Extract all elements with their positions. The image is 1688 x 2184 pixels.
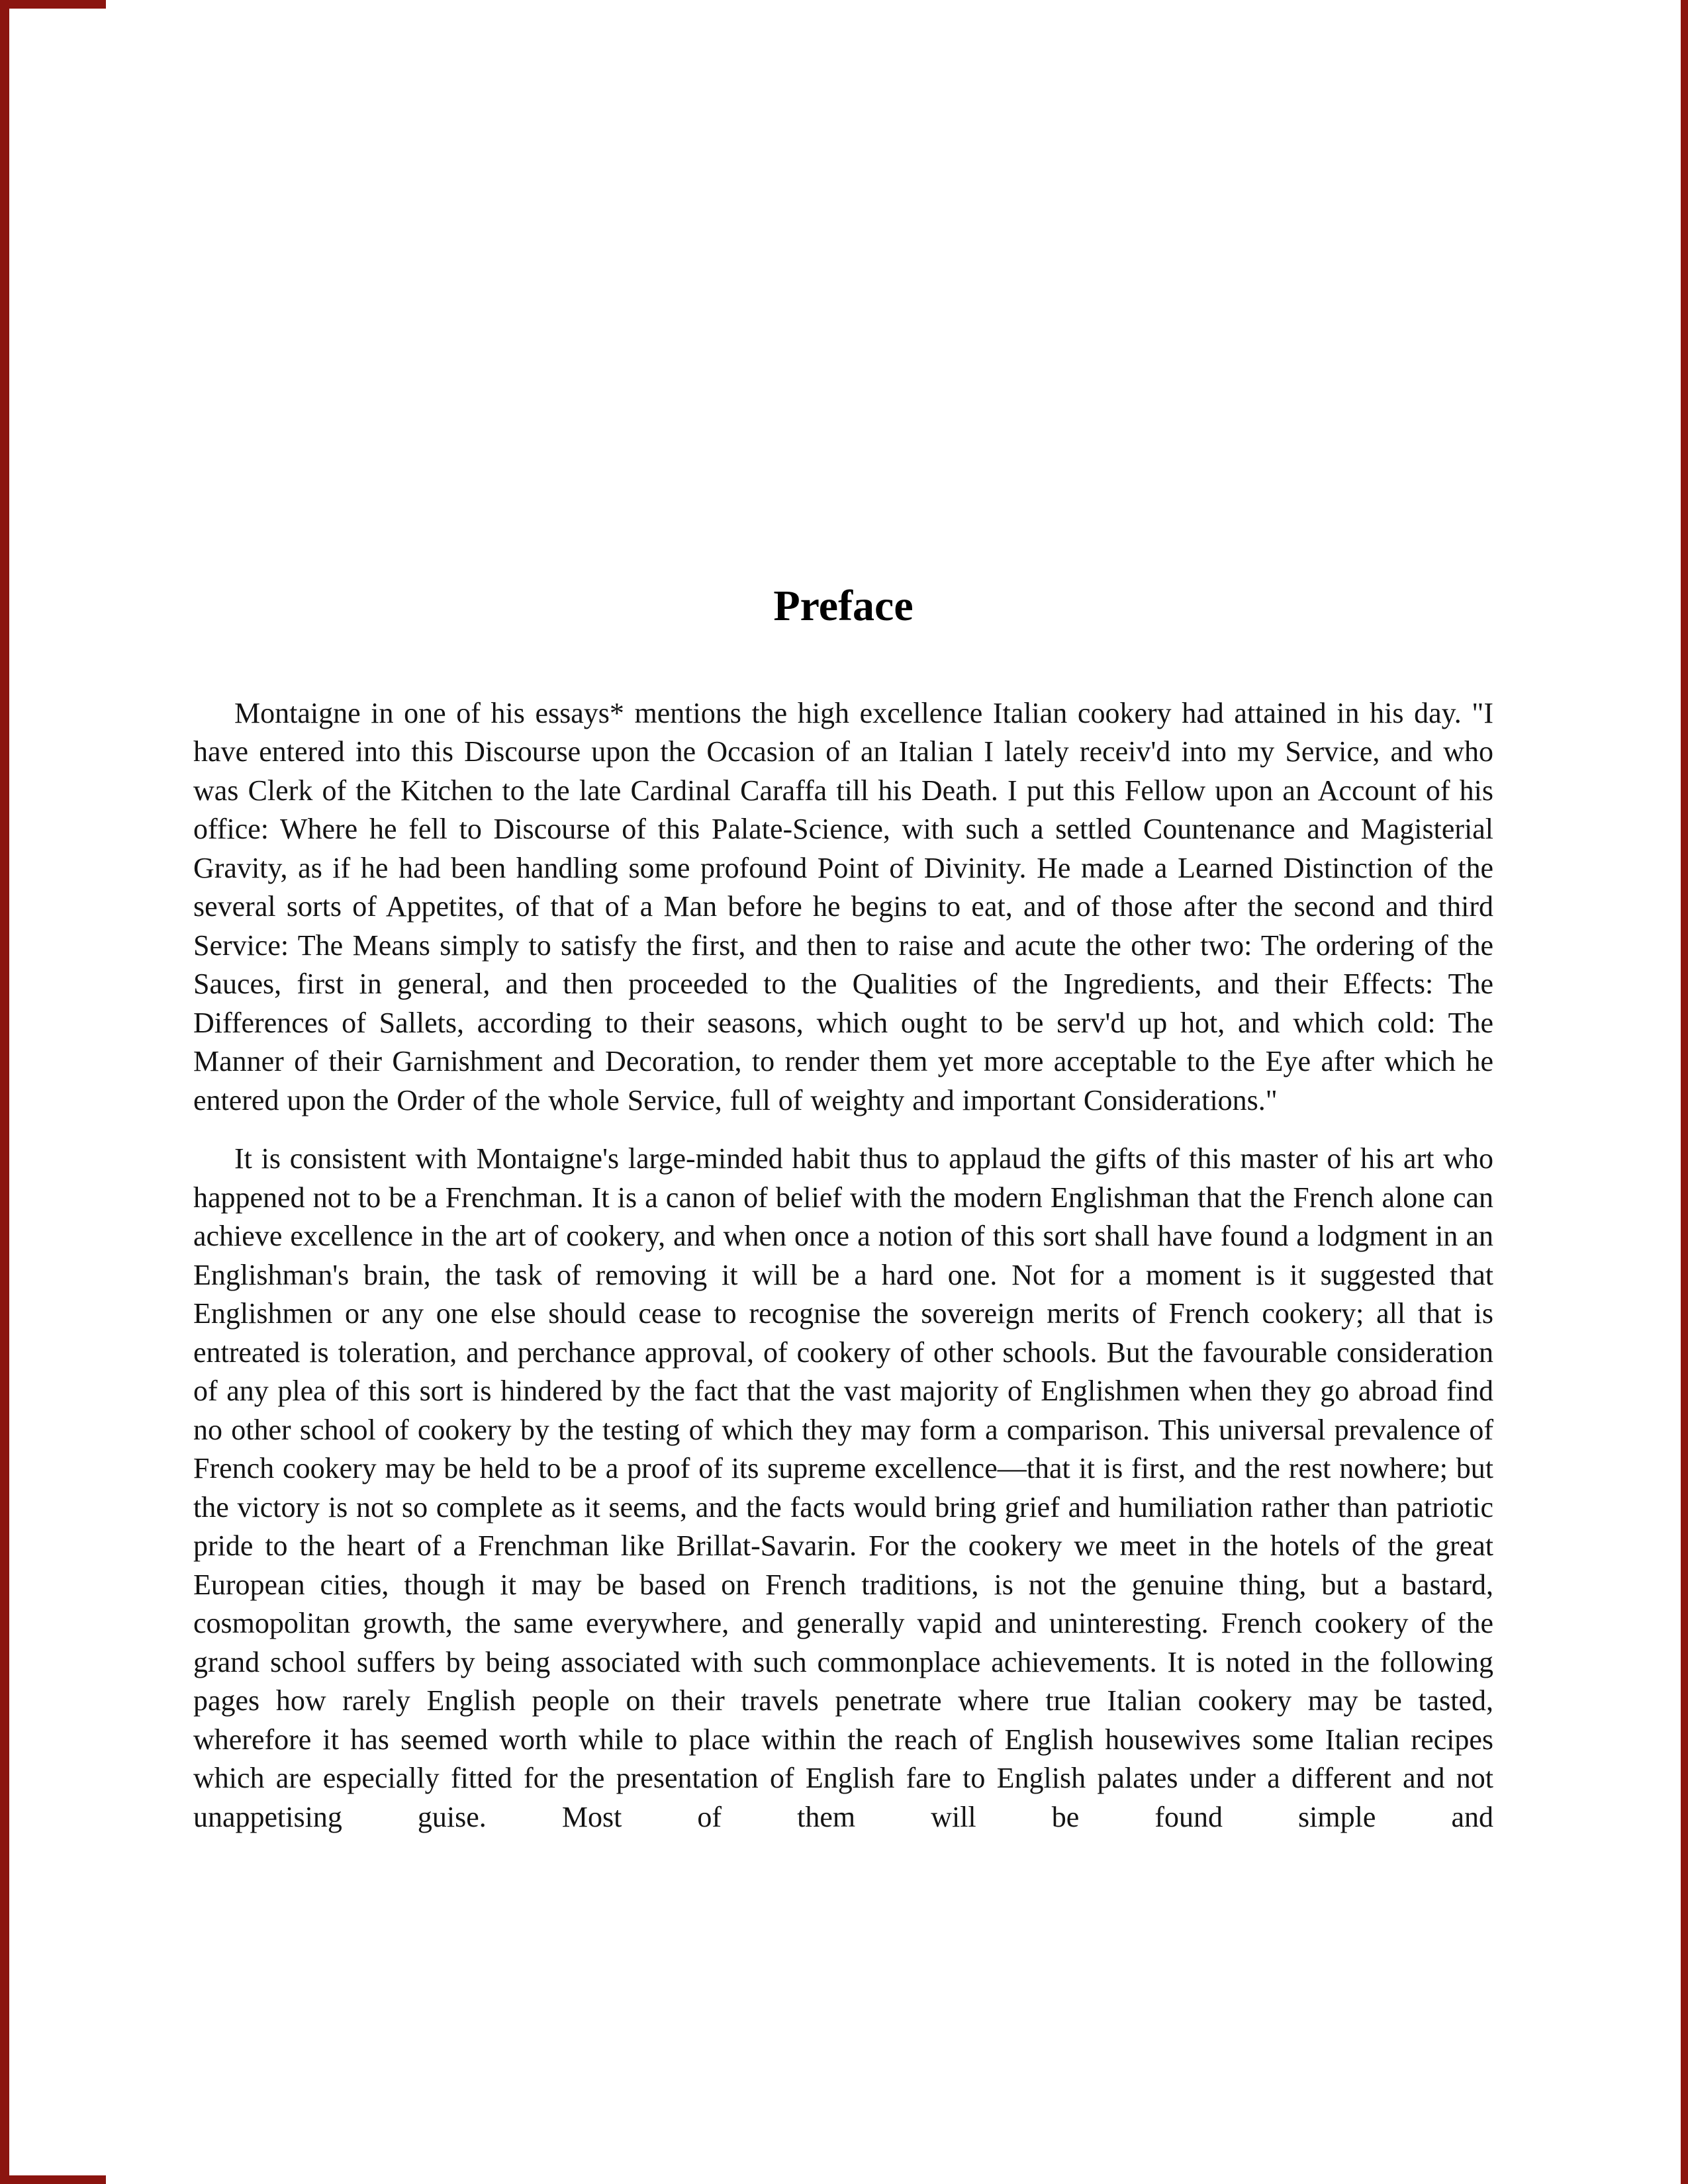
scan-mark-top-left — [0, 0, 106, 9]
scan-edge-left — [0, 0, 9, 2184]
page-content — [193, 582, 1493, 1837]
scan-mark-bottom-left — [0, 2175, 106, 2184]
scan-edge-right — [1681, 0, 1688, 2184]
preface-paragraph-1: Montaigne in one of his essays* mentions the high excellence Italian cookery had attained in his day. "I have entered into this Discourse upon the Occasion of an Italian I lately receiv'd into my Service, and who was Clerk of the Kitchen to the late Cardinal Caraffa till his Death. I put this Fellow upon an Account of his office: Where he fell to Discourse of this Palate-Science, with such a settled Countenance and Magisterial Gravity, as if he had been handling some profound Point of Divinity. He made a Learned Distinction of the several sorts of Appetites, of that of a Man before he begins to eat, and of those after the second and third Service: The Means simply to satisfy the first, and then to raise and acute the other two: The ordering of the Sauces, first in general, and then proceeded to the Qualities of the Ingredients, and their Effects: The Differences of Sallets, according to their seasons, which ought to be serv'd up hot, and which cold: The Manner of their Garnishment and Decoration, to render them yet more acceptable to the Eye after which he entered upon the Order of the whole Service, full of weighty and important Considerations." — [193, 696, 1493, 1116]
preface-paragraph-2: It is consistent with Montaigne's large-minded habit thus to applaud the gifts of this master of his art who happened not to be a Frenchman. It is a canon of belief with the modern Englishman that the French alone can achieve excellence in the art of cookery, and when once a notion of this sort shall have found a lodgment in an Englishman's brain, the task of removing it will be a hard one. Not for a moment is it suggested that Englishmen or any one else should cease to recognise the sovereign merits of French cookery; all that is entreated is toleration, and perchance approval, of cookery of other schools. But the favourable consideration of any plea of this sort is hindered by the fact that the vast majority of Englishmen when they go abroad find no other school of cookery by the testing of which they may form a comparison. This universal prevalence of French cookery may be held to be a proof of its supreme excellence—that it is first, and the rest nowhere; but the victory is not so complete as it seems, and the facts would bring grief and humiliation rather than patriotic pride to the heart of a Frenchman like Brillat-Savarin. For the cookery we meet in the hotels of the great European cities, though it may be based on French traditions, is not the genuine thing, but a bastard, cosmopolitan growth, the same everywhere, and generally vapid and uninteresting. French cookery of the grand school suffers by being associated with such commonplace achievements. It is noted in the following pages how rarely English people on their travels penetrate where true Italian cookery may be tasted, wherefore it has seemed worth while to place within the reach of English housewives some Italian recipes which are especially fitted for the presentation of English fare to English palates under a different and not unappetising guise. Most of them will be found simple and — [193, 1142, 1493, 1833]
page-title: Preface — [773, 582, 914, 630]
